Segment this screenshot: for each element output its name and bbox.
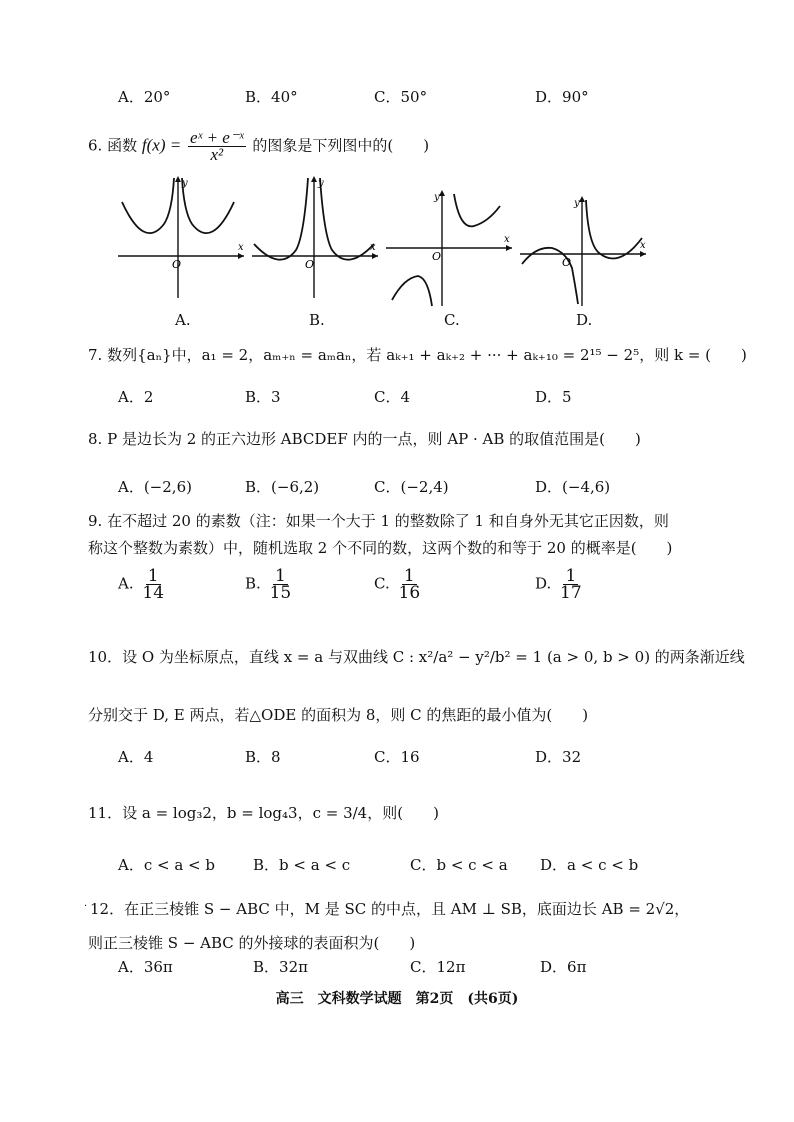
q6-graph-a [112,172,248,302]
q6-graph-b-label: B. [309,311,325,329]
q12-stem-line1: 12．在正三棱锥 S − ABC 中，M 是 SC 的中点，且 AM ⊥ SB，底面边长 AB = 2√2， [90,900,690,918]
q10-option-d: D．32 [535,748,582,766]
q9-stem-line2: 称这个整数为素数）中，随机选取 2 个不同的数，这两个数的和等于 20 的概率是( ) [88,539,673,557]
svg-text:O: O [432,250,442,263]
q10-stem-line1: 10．设 O 为坐标原点，直线 x = a 与双曲线 C : x²/a² − y²/b² = 1 (a > 0, b > 0) 的两条渐近线 [88,648,745,666]
q6-number: 6. [88,136,103,155]
q12-option-c: C．12π [410,958,466,976]
q6-numerator: eˣ + e⁻ˣ [189,128,244,147]
q9-option-b: B. $\frac{1}{15}$ [245,566,292,603]
q7-option-b: B．3 [245,388,281,406]
q11-option-a: A．c < a < b [118,856,215,874]
q12-option-a: A．36π [118,958,173,976]
q7-option-a: A．2 [118,388,154,406]
q5-option-c: C．50° [374,88,428,106]
q12-stem-line2: 则正三棱锥 S − ABC 的外接球的表面积为( ) [88,934,416,952]
q6-graph-a-origin: O [172,258,182,271]
q6-text-before: 函数 [107,136,138,155]
q7-option-c: C．4 [374,388,411,406]
q6-fraction [188,130,246,163]
q5-option-d: D．90° [535,88,589,106]
q9-option-a: A. $\frac{1}{14}$ [118,566,165,603]
svg-text:x: x [370,242,376,253]
svg-text:y: y [182,178,188,189]
q8-stem: 8. P 是边长为 2 的正六边形 ABCDEF 内的一点，则 AP · AB 的取值范围是( ) [88,430,641,448]
svg-text:O: O [305,258,315,271]
q5-option-b: B．40° [245,88,298,106]
q8-option-c: C．(−2,4) [374,478,449,496]
svg-text:y: y [434,192,440,203]
q11-option-b: B．b < a < c [253,856,351,874]
q6-graph-d-label: D. [576,311,593,329]
svg-text:x: x [640,240,646,251]
q10-stem-line2: 分别交于 D, E 两点，若△ODE 的面积为 8，则 C 的焦距的最小值为( ) [88,706,589,724]
q6-graph-b [250,172,386,302]
svg-text:y: y [318,178,324,189]
q9-option-d: D. $\frac{1}{17}$ [535,566,582,603]
q11-option-c: C．b < c < a [410,856,508,874]
q8-option-d: D．(−4,6) [535,478,611,496]
svg-text:y: y [574,198,580,209]
q5-option-a: A．20° [118,88,171,106]
q6-func: f(x) = [141,135,182,155]
q6-graph-d [518,192,654,310]
q9-option-c: C. $\frac{1}{16}$ [374,566,421,603]
svg-text:x: x [504,234,510,245]
q8-option-a: A．(−2,6) [118,478,192,496]
q6-graph-c [384,186,520,310]
q7-stem: 7. 数列{aₙ}中，a₁ = 2，aₘ₊ₙ = aₘaₙ，若 aₖ₊₁ + aₖ₊₂ + ··· + aₖ₊₁₀ = 2¹⁵ − 2⁵，则 k = ( ) [88,346,747,364]
q10-option-b: B．8 [245,748,281,766]
q11-stem: 11．设 a = log₃2，b = log₄3，c = 3/4，则( ) [88,804,439,822]
svg-text:O: O [562,256,572,269]
q12-option-b: B．32π [253,958,308,976]
q6-text-after: 的图象是下列图中的( ) [252,136,430,155]
svg-text:x: x [238,242,244,253]
q9-stem-line1: 9. 在不超过 20 的素数（注：如果一个大于 1 的整数除了 1 和自身外无其它正因数，则 [88,512,669,530]
q8-option-b: B．(−6,2) [245,478,320,496]
q12-option-d: D．6π [540,958,587,976]
q6-graph-a-label: A. [175,311,191,329]
q6-denominator: x² [210,145,224,164]
q10-option-c: C．16 [374,748,420,766]
q10-option-a: A．4 [118,748,154,766]
page-footer: 高三 文科数学试题 第2页 (共6页) [275,991,519,1007]
q6-stem [88,130,429,163]
q11-option-d: D．a < c < b [540,856,639,874]
q7-option-d: D．5 [535,388,572,406]
q6-graph-c-label: C. [444,311,460,329]
stray-mark: · [84,901,88,912]
